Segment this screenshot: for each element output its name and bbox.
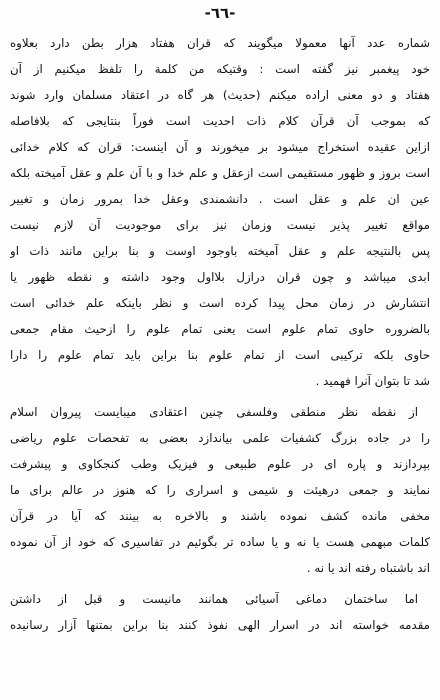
text-line: که بموجب آن قرآن کلام ذات احدیت است فوراً بنتایجی که بلافاصله bbox=[10, 114, 430, 128]
text-line: عین ان علم و عقل است . دانشمندی وعقل خدا بمرور زمان و تغییر bbox=[10, 192, 430, 206]
text-line: ازاین عقیده استخراج میشود بر میخورند و آن اینست: قران که کلام خدائی bbox=[10, 140, 430, 154]
text-line: پس بالنتیجه علم و عقل آمیخته باوجود اوست و بنا براین مانند ذات او bbox=[10, 244, 430, 258]
text-line: شد تا بتوان آنرا فهمید . bbox=[315, 374, 430, 388]
text-line: از نقطه نظر منطقی وفلسفی چنین اعتقادی میبایست پیروان اسلام bbox=[10, 405, 418, 419]
text-line: نمایند و جمعی درهیئت و شیمی و اسراری را که هنوز در عالم برای ما bbox=[10, 483, 430, 497]
body-text bbox=[10, 30, 430, 638]
text-line: ابدی میباشد و چون قران درازل بلااول وجود داشته و نقطه ظهور یا bbox=[10, 270, 430, 284]
text-line: کلمات مبهمی هست یا نه و یا ساده تر بگوئیم در تفاسیری که خود از آن نموده bbox=[10, 535, 430, 549]
text-line: خود پیغمبر نیز گفته است : وقتیکه من کلمة را تلفظ میکنیم از آن bbox=[10, 62, 430, 76]
text-line: مقدمه خواسته اند در اسرار الهی نفوذ کنند بنا براین بمتنها آزار رسانیده bbox=[10, 618, 430, 632]
text-line: هفتاد و دو معنی اراده میکنم (حدیث) هر گاه در اعتقاد مسلمان وارد شوند bbox=[10, 88, 430, 102]
text-line: اما ساختمان دماغی آسیائی همانند مانیست و قبل از داشتن bbox=[10, 592, 418, 606]
text-line: حاوی بلکه ترکیبی است از تمام علوم بنا براین باید تمام علوم را دارا bbox=[10, 348, 430, 362]
text-line: مخفی مانده کشف نموده باشند و بالاخره به بینند که آیا در قرآن bbox=[10, 509, 430, 523]
paragraph bbox=[10, 30, 430, 394]
paragraph bbox=[10, 399, 430, 581]
text-line: بالضروره حاوی تمام علوم است یعنی تمام علوم را ازحیث مقام جمعی bbox=[10, 322, 430, 336]
text-line: انتشارش در زمان محل پیدا کرده است و نظر باینکه علم خدائی است bbox=[10, 296, 430, 310]
text-line: بپردازند و پاره ای در علوم طبیعی و فیزیک وطب کنجکاوی و پیشرفت bbox=[10, 457, 430, 471]
text-line: را در جاده بزرگ کشفیات علمی بیاندازد بعضی به تفحصات علوم ریاضی bbox=[10, 431, 430, 445]
paragraph bbox=[10, 586, 430, 638]
text-line: اند باشتباه رفته اند یا نه . bbox=[306, 561, 430, 575]
page-number: -٦٦- bbox=[204, 4, 236, 22]
text-line: مواقع تغییر پذیر نیست وزمان نیز برای موجودیت آن لازم نیست bbox=[10, 218, 430, 232]
text-line: است بروز و ظهور مستقیمی است ازعقل و علم خدا و با آن علم و عقل آمیخته بلکه bbox=[10, 166, 430, 180]
text-line: شماره عدد آنها معمولا میگویند که قران هفتاد هزار بطن دارد بعلاوه bbox=[10, 36, 430, 50]
